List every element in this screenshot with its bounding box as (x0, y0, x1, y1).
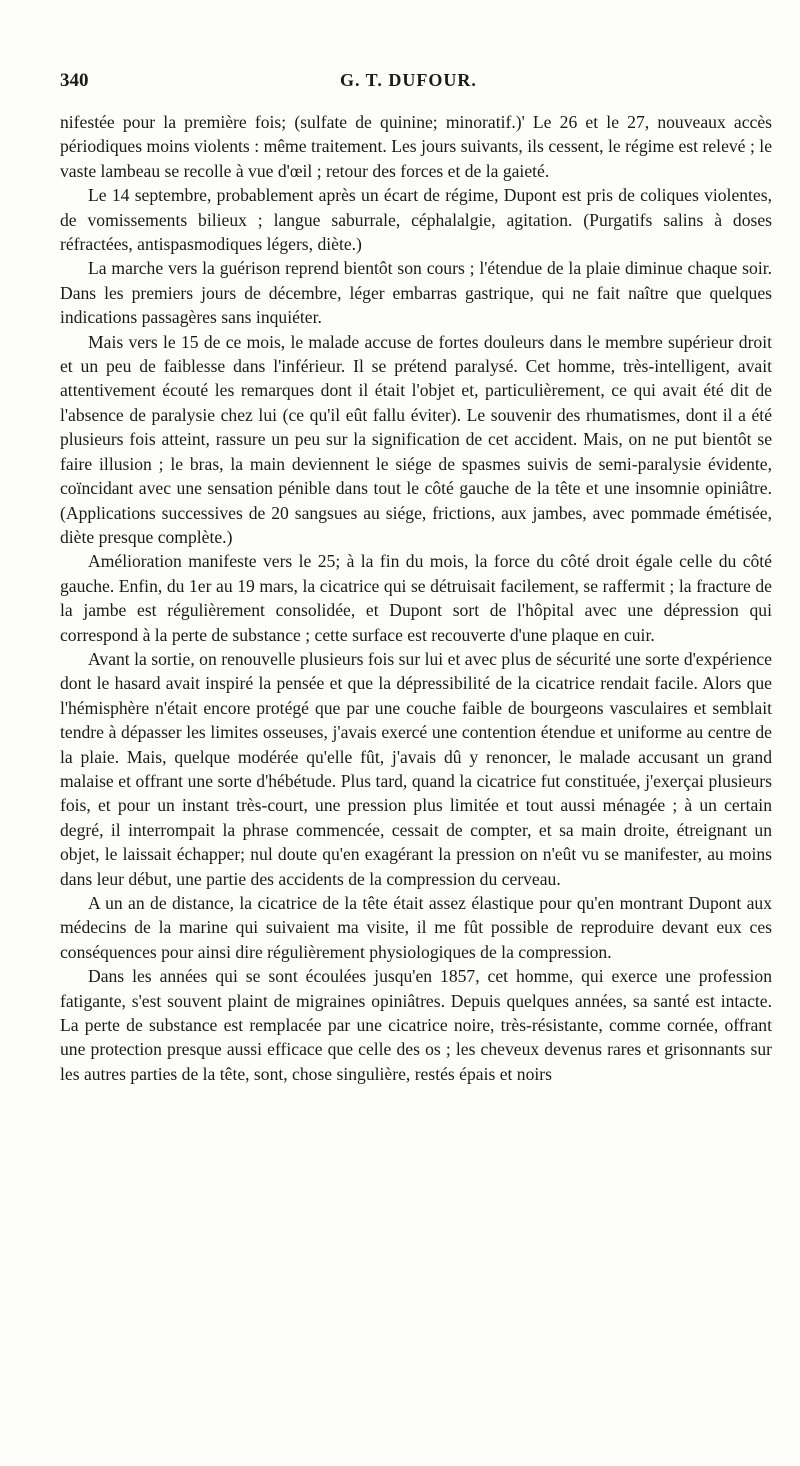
paragraph: La marche vers la guérison reprend bientôt son cours ; l'étendue de la plaie diminue chaque soir. Dans les premiers jours de décembre, léger embarras gastrique, qui ne fait naître que quelques indications passagères sans inquiéter. (60, 258, 772, 328)
paragraph: Le 14 septembre, probablement après un écart de régime, Dupont est pris de coliques violentes, de vomissements bilieux ; langue saburrale, céphalalgie, agitation. (Purgatifs salins à doses réfractées, antispasmodiques légers, diète.) (60, 185, 772, 255)
body-text (60, 110, 772, 1086)
paragraph: Dans les années qui se sont écoulées jusqu'en 1857, cet homme, qui exerce une profession fatigante, s'est souvent plaint de migraines opiniâtres. Depuis quelques années, sa santé est intacte. La perte de substance est remplacée par une cicatrice noire, très-résistante, comme cornée, offrant une protection presque aussi efficace que celle des os ; les cheveux devenus rares et grisonnants sur les autres parties de la tête, sont, chose singulière, restés épais et noirs (60, 966, 772, 1084)
running-title: G. T. DUFOUR. (340, 70, 477, 90)
paragraph: A un an de distance, la cicatrice de la tête était assez élastique pour qu'en montrant Dupont aux médecins de la marine qui suivaient ma visite, il me fût possible de reproduire devant eux ces conséquences pour ainsi dire régulièrement physiologiques de la compression. (60, 893, 772, 962)
paragraph: Amélioration manifeste vers le 25; à la fin du mois, la force du côté droit égale celle du côté gauche. Enfin, du 1er au 19 mars, la cicatrice qui se détruisait facilement, se raffermit ; la fracture de la jambe est régulièrement consolidée, et Dupont sort de l'hôpital avec une dépression qui correspond à la perte de substance ; cette surface est recouverte d'une plaque en cuir. (60, 551, 772, 645)
page-number: 340 (60, 70, 89, 91)
paragraph: Avant la sortie, on renouvelle plusieurs fois sur lui et avec plus de sécurité une sorte d'expérience dont le hasard avait inspiré la pensée et que la dépressibilité de la cicatrice rendait facile. Alors que l'hémisphère n'était encore protégé que par une couche faible de bourgeons vasculaires et semblait tendre à dépasser les limites osseuses, j'avais exercé une contention étendue et uniforme au centre de la plaie. Mais, quelque modérée qu'elle fût, j'avais dû y renoncer, le malade accusant un grand malaise et offrant une sorte d'hébétude. Plus tard, quand la cicatrice fut constituée, j'exerçai plusieurs fois, et pour un instant très-court, une pression plus limitée et tout aussi ménagée ; à un certain degré, il interrompait la phrase commencée, cessait de compter, et sa main droite, étreignant un objet, le laissait échapper; nul doute qu'en exagérant la pression on n'eût vu se manifester, au moins dans leur début, une partie des accidents de la compression du cerveau. (60, 648, 772, 889)
paragraph: Mais vers le 15 de ce mois, le malade accuse de fortes douleurs dans le membre supérieur droit et un peu de faiblesse dans l'inférieur. Il se prétend paralysé. Cet homme, très-intelligent, avait attentivement écouté les remarques dont il était l'objet et, particulièrement, ce qui avait été dit de l'absence de paralysie chez lui (ce qu'il eût fallu éviter). Le souvenir des rhumatismes, dont il a été plusieurs fois atteint, rassure un peu sur la signification de cet accident. Mais, on ne put bientôt se faire illusion ; le bras, la main deviennent le siége de spasmes suivis de semi-paralysie évidente, coïncidant avec une sensation pénible dans tout le côté gauche de la tête et une insomnie opiniâtre. (Applications successives de 20 sangsues au siége, frictions, aux jambes, avec pommade émétisée, diète presque complète.) (60, 331, 772, 547)
page-header (60, 70, 772, 110)
paragraph-continued: nifestée pour la première fois; (sulfate de quinine; minoratif.)' Le 26 et le 27, nouveaux accès périodiques moins violents : même traitement. Les jours suivants, ils cessent, le régime est relevé ; le vaste lambeau se recolle à vue d'œil ; retour des forces et de la gaieté. (60, 112, 772, 181)
